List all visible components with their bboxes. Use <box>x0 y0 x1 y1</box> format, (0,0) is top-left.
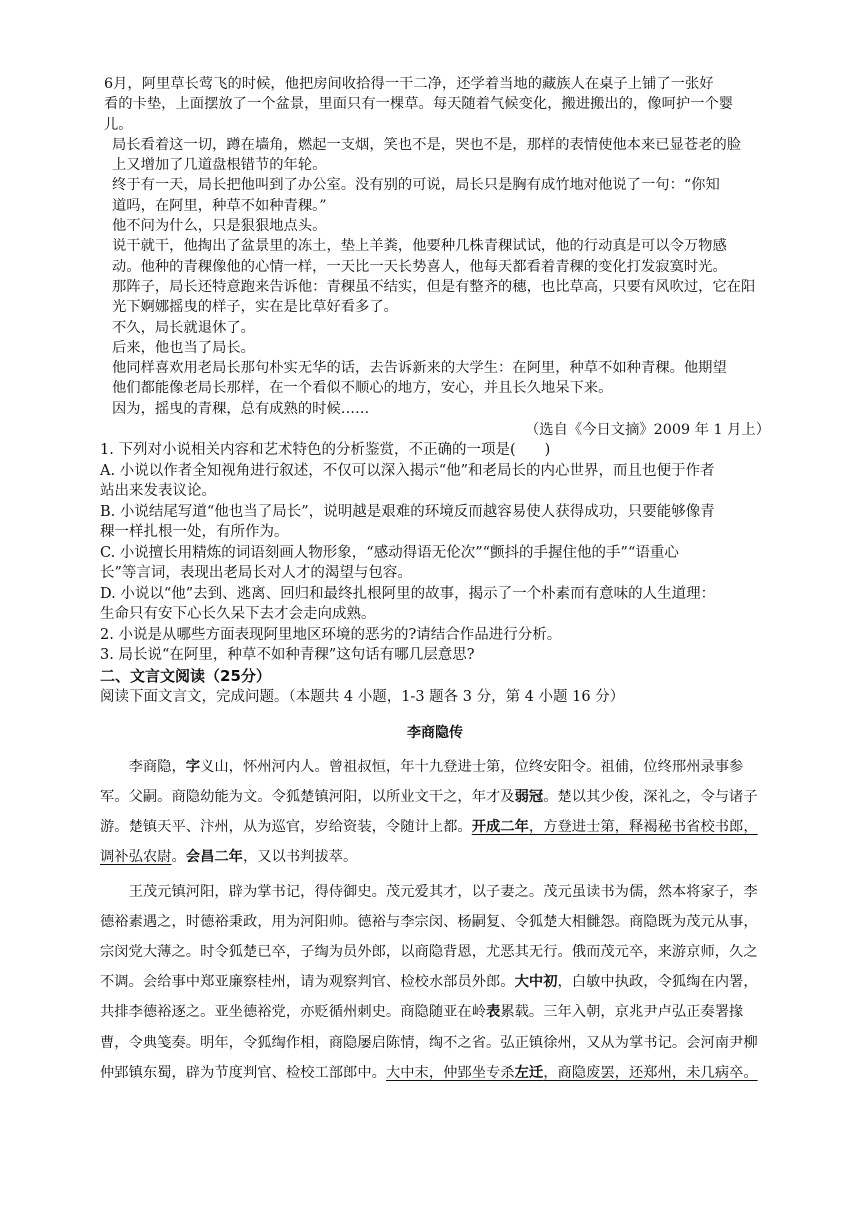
underlined-sentence: 开成二年，方登进士第，释褐秘书省校书郎，调补弘农尉 <box>100 819 758 866</box>
passage-paragraph: 李商隐，字义山，怀州河内人。曾祖叔恒，年十九登进士第，位终安阳令。祖俌，位终邢州录事参军。父嗣。商隐幼能为文。令狐楚镇河阳，以所业文干之，年才及弱冠。楚以其少俊，深礼之，令与诸子游。楚镇天平、汴州，从为巡官，岁给资装，令随计上都。开成二年，方登进士第，释褐秘书省校书郎，调补弘农尉。会昌二年，又以书判拔萃。 <box>100 758 758 866</box>
option-c: C. 小说擅长用精炼的词语刻画人物形象，“感动得语无伦次”“颤抖的手握住他的手”“语重心 长”等言词，表现出老局长对人才的渴望与包容。 <box>100 544 679 582</box>
story-paragraph: 后来，他也当了局长。 <box>112 339 255 356</box>
story-paragraph: 说干就干，他掏出了盆景里的冻土，垫上羊粪，他要种几株青稞试试，他的行动真是可以令万物感 动。他种的青稞像他的心情一样，一天比一天长势喜人，他每天都看着青稞的变化打发寂寞时光。 那阵子，局长还特意跑来告诉他：青稞虽不结实，但是有整齐的穗，也比草高，只要有风吹过，它在阳 光下婀娜摇曳的样子，实在是比草好看多了。 <box>112 238 756 316</box>
story-paragraph: 局长看着这一切，蹲在墙角，燃起一支烟，笑也不是，哭也不是，那样的表情使他本来已显苍老的脸 上又增加了几道盘根错节的年轮。 <box>112 136 742 174</box>
story-paragraph: 因为，摇曳的青稞，总有成熟的时候…… <box>112 400 370 417</box>
story-paragraph: 他不问为什么，只是狠狠地点头。 <box>112 218 327 235</box>
question-1: 1. 下列对小说相关内容和艺术特色的分析鉴赏，不正确的一项是( ) <box>100 442 551 459</box>
underlined-sentence: 大中末，仲郢坐专杀左迁，商隐废罢，还郑州，未几病卒。 <box>385 1064 758 1081</box>
story-paragraph: 6月，阿里草长莺飞的时候，他把房间收拾得一干二净，还学着当地的藏族人在桌子上铺了一张好 看的卡垫，上面摆放了一个盆景，里面只有一棵草。每天随着气候变化，搬进搬出的，像呵护一个婴 儿。 <box>104 76 734 133</box>
option-b: B. 小说结尾写道“他也当了局长”，说明越是艰难的环境反而越容易使人获得成功，只要能够像青 稞一样扎根一处，有所作为。 <box>100 503 715 541</box>
question-2: 2. 小说是从哪些方面表现阿里地区环境的恶劣的?请结合作品进行分析。 <box>100 626 562 643</box>
story-paragraph: 不久，局长就退休了。 <box>112 319 255 336</box>
story-paragraph: 他同样喜欢用老局长那句朴实无华的话，去告诉新来的大学生：在阿里，种草不如种青稞。他期望 他们都能像老局长那样，在一个看似不顺心的地方，安心，并且长久地呆下来。 <box>112 360 727 397</box>
questions-section <box>100 440 770 666</box>
bold-term: 会昌二年 <box>185 849 243 866</box>
bold-term: 表 <box>486 1004 501 1021</box>
passage-paragraph: 王茂元镇河阳，辟为掌书记，得侍御史。茂元爱其才，以子妻之。茂元虽读书为儒，然本将家子，李德裕素遇之，时德裕秉政，用为河阳帅。德裕与李宗闵、杨嗣复、令狐楚大相雠怨。商隐既为茂元从事，宗闵党大薄之。时令狐楚已卒，子绹为员外郎，以商隐背恩，尤恶其无行。俄而茂元卒，来游京师，久之不调。会给事中郑亚廉察桂州，请为观察判官、检校水部员外郎。大中初，白敏中执政，令狐绹在内署，共排李德裕逐之。亚坐德裕党，亦贬循州刺史。商隐随亚在岭表累载。三年入朝，京兆尹卢弘正奏署掾曹，令典笺奏。明年，令狐绹作相，商隐屡启陈情，绹不之省。弘正镇徐州，又从为掌书记。会河南尹柳仲郢镇东蜀，辟为节度判官、检校工部郎中。大中末，仲郢坐专杀左迁，商隐废罢，还郑州，未几病卒。 <box>100 883 758 1081</box>
option-a: A. 小说以作者全知视角进行叙述，不仅可以深入揭示“他”和老局长的内心世界，而且也便于作者 站出来发表议论。 <box>100 462 715 500</box>
story-section <box>104 74 770 440</box>
exam-page <box>100 74 770 1088</box>
option-d: D. 小说以“他”去到、逃离、回归和最终扎根阿里的故事，揭示了一个朴素而有意味的人生道理： 生命只有安下心长久呆下去才会走向成熟。 <box>100 585 716 623</box>
bold-term: 大中初 <box>514 974 558 991</box>
story-source: （选自《今日文摘》2009 年 1 月上） <box>525 422 770 439</box>
section-intro: 阅读下面文言文，完成问题。（本题共 4 小题，1-3 题各 3 分，第 4 小题 16 分） <box>100 688 625 705</box>
bold-term: 字 <box>185 758 201 775</box>
passage-title: 李商隐传 <box>407 724 463 741</box>
story-paragraph: 终于有一天，局长把他叫到了办公室。没有别的可说，局长只是胸有成竹地对他说了一句：“你知 道吗，在阿里，种草不如种青稞。” <box>112 177 720 214</box>
question-3: 3. 局长说“在阿里，种草不如种青稞”这句话有哪几层意思? <box>100 647 475 664</box>
bold-term: 弱冠 <box>514 789 544 806</box>
section-heading: 二、文言文阅读（25分） <box>100 666 271 685</box>
classical-section <box>100 666 770 1088</box>
